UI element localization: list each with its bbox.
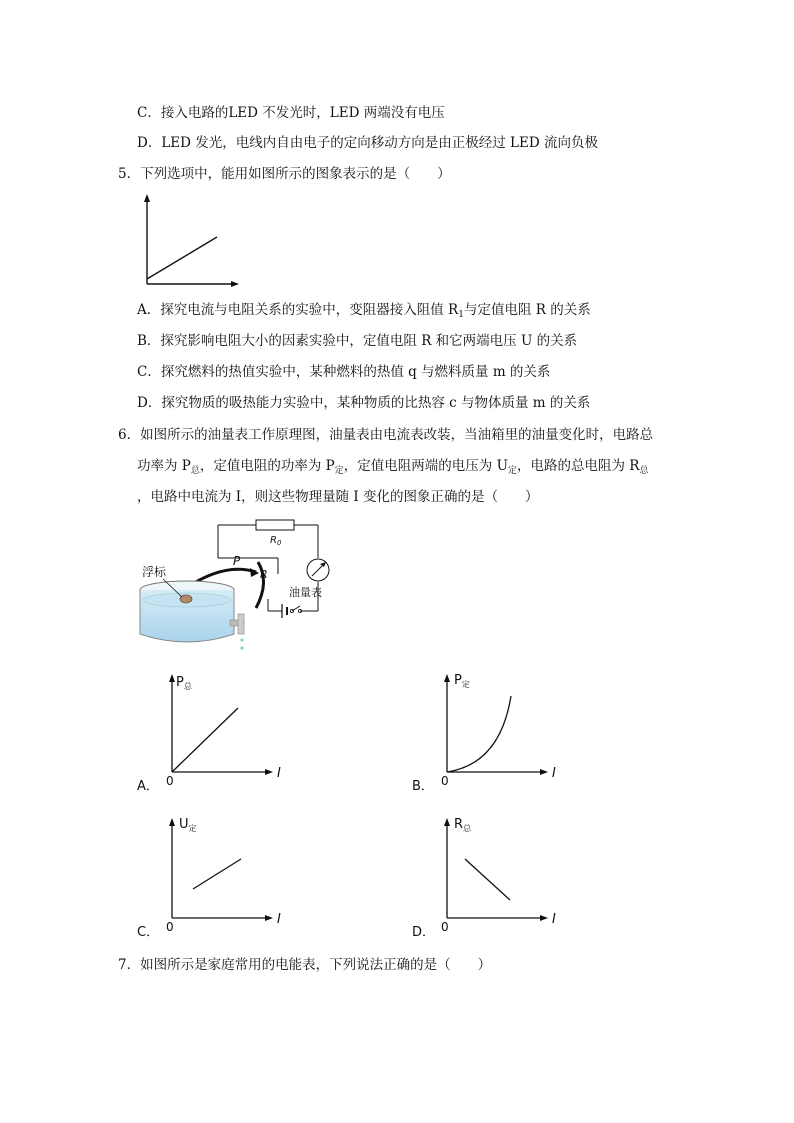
graph-b-y-arrow [444,674,450,682]
q6-circuit-diagram [130,512,345,657]
graph-d-y-arrow [444,818,450,826]
graph-b-x-arrow [540,769,548,775]
q5-y-arrow [144,194,150,202]
graph-b-origin: 0 [441,774,449,788]
resistor-r0 [256,520,294,530]
graph-c-xlabel: I [277,912,281,927]
q5-line [147,237,217,279]
graph-c-letter: C． [137,925,160,940]
q5-graph [135,192,245,292]
q4-option-c: C．接入电路的LED 不发光时，LED 两端没有电压 [137,105,445,121]
q6-line2: 功率为 $P_总$，定值电阻的功率为 $P_定$，定值电阻两端的电压为 $U_定$，电路的总电阻为 $R_总$ [137,458,649,476]
graph-a-curve [172,708,238,772]
graph-d-xlabel: I [552,912,556,927]
graph-a [135,668,290,798]
graph-d-ylabel: $R_总$ [454,817,472,833]
p-label: P [233,554,241,568]
r-label: R [260,568,268,581]
float-icon [180,595,192,603]
q5-x-arrow [231,281,239,287]
graph-a-x-arrow [265,769,273,775]
q5-option-c: C．探究燃料的热值实验中，某种燃料的热值 q 与燃料质量 m 的关系 [137,364,551,380]
q5-stem: 5．下列选项中，能用如图所示的图象表示的是（ ） [118,166,451,182]
graph-a-ylabel: $P_总$ [176,675,192,691]
graph-d-letter: D． [412,925,436,940]
q6-line3: ，电路中电流为 I，则这些物理量随 I 变化的图象正确的是（ ） [137,489,539,505]
q5-option-a: A．探究电流与电阻关系的实验中，变阻器接入阻值 $R_1$与定值电阻 R 的关系 [137,302,591,320]
q4-option-d: D．LED 发光，电线内自由电子的定向移动方向是由正极经过 LED 流向负极 [137,135,598,151]
graph-d-curve [465,859,510,900]
meter-label: 油量表 [289,586,322,599]
graph-d-origin: 0 [441,920,449,934]
graph-b-xlabel: I [552,766,556,781]
graph-c-curve [193,859,241,889]
q5-option-b: B．探究影响电阻大小的因素实验中，定值电阻 R 和它两端电压 U 的关系 [137,333,578,349]
graph-c [135,812,290,942]
graph-b-curve [447,696,511,772]
graph-a-y-arrow [169,674,175,682]
graph-c-x-arrow [265,915,273,921]
q6-line1: 6．如图所示的油量表工作原理图，油量表由电流表改装，当油箱里的油量变化时，电路总 [118,427,654,443]
graph-d-x-arrow [540,915,548,921]
float-label: 浮标 [142,565,167,579]
r0-label: $R_0$ [270,535,282,547]
graph-c-origin: 0 [166,920,174,934]
graph-a-letter: A． [137,779,159,794]
graph-c-y-arrow [169,818,175,826]
graph-b-letter: B． [412,779,434,794]
q7-stem: 7．如图所示是家庭常用的电能表，下列说法正确的是（ ） [118,957,492,973]
graph-a-origin: 0 [166,774,174,788]
graph-d [410,812,565,942]
graph-b [410,668,565,798]
graph-c-ylabel: $U_定$ [179,817,197,833]
graph-b-ylabel: $P_定$ [454,673,470,689]
q5-option-d: D．探究物质的吸热能力实验中，某种物质的比热容 c 与物体质量 m 的关系 [137,395,591,411]
graph-a-xlabel: I [277,766,281,781]
